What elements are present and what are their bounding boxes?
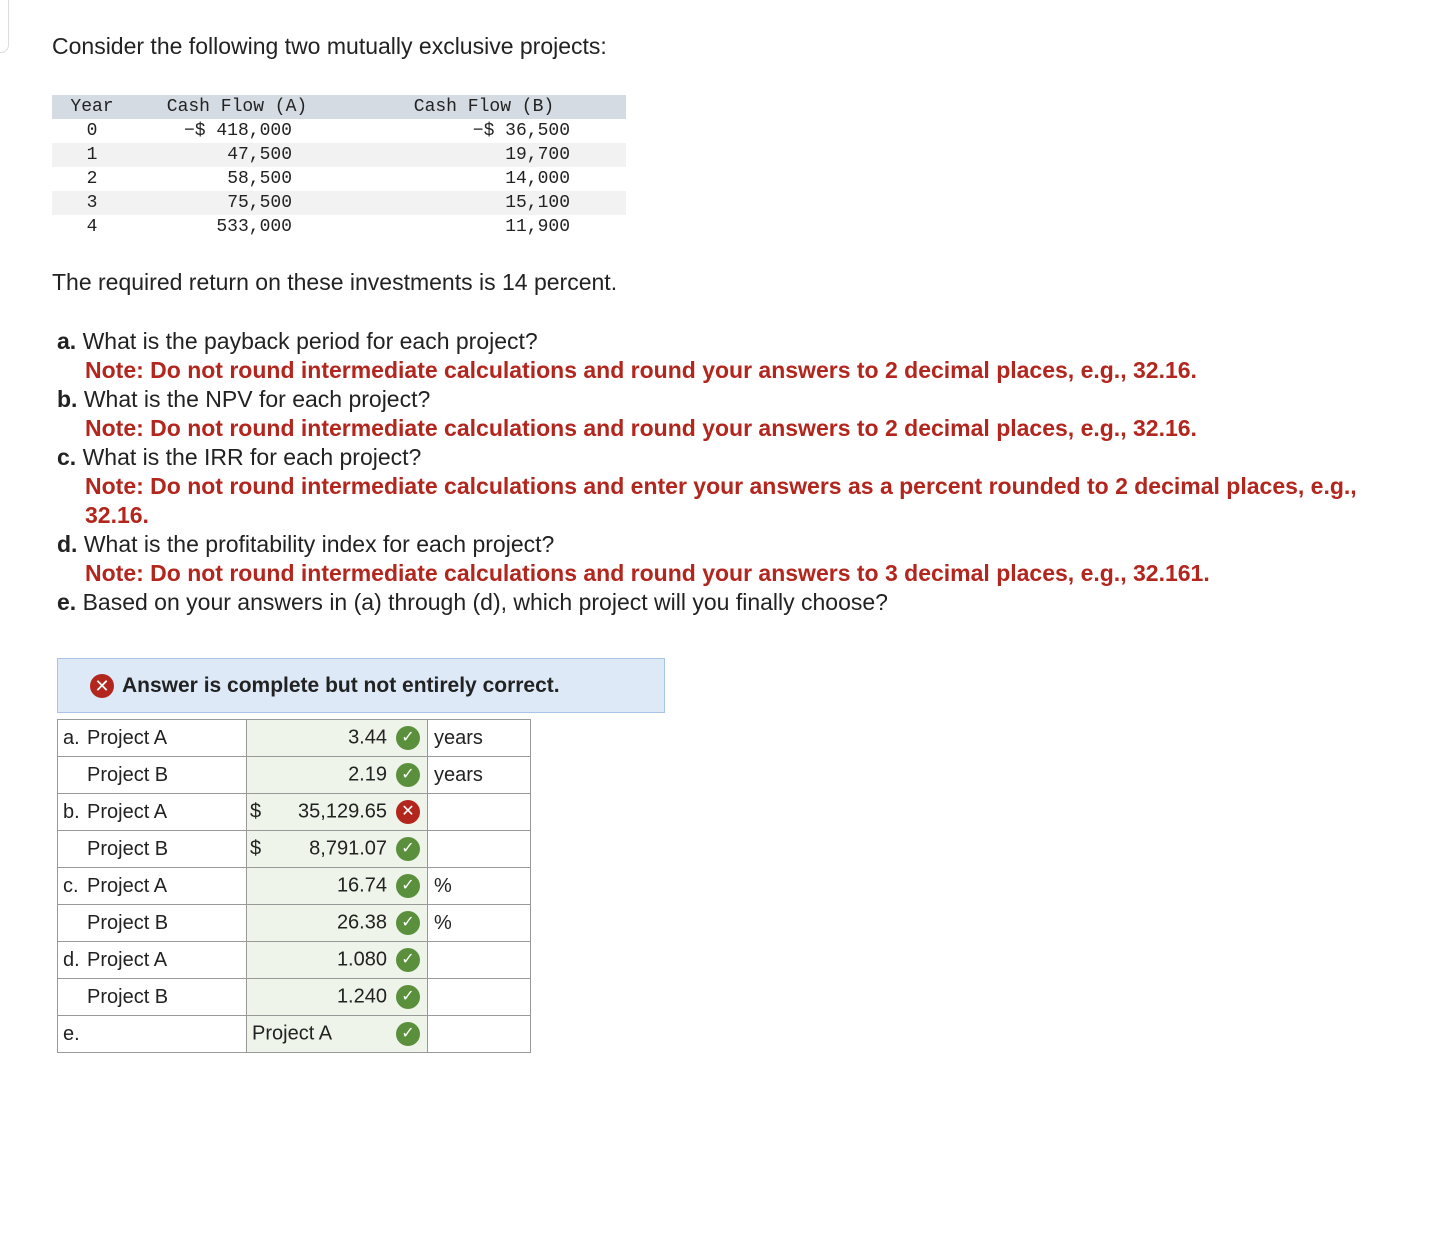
- answer-unit: years: [428, 757, 531, 794]
- question-note: Note: Do not round intermediate calculations and round your answers to 3 decimal places, e.g., 32.161.: [85, 560, 1210, 586]
- answer-label-cell: [58, 1016, 247, 1053]
- answer-table: [57, 719, 531, 1053]
- question-letter: d.: [57, 531, 78, 557]
- question-text: Based on your answers in (a) through (d), which project will you finally choose?: [76, 589, 888, 615]
- check-circle-icon: ✓: [396, 837, 420, 861]
- x-circle-icon: ✕: [396, 800, 420, 824]
- answer-input-cell[interactable]: [247, 1016, 428, 1053]
- cash-flow-row: [52, 167, 626, 191]
- answer-row: [58, 905, 531, 942]
- year-cell: 4: [86, 217, 98, 237]
- cash-flow-row: [52, 143, 626, 167]
- cash-flow-a-cell: 75,500: [227, 193, 292, 213]
- question-item: [57, 327, 1387, 356]
- question-letter: c.: [57, 444, 77, 470]
- answer-row: [58, 942, 531, 979]
- answer-row: [58, 979, 531, 1016]
- answer-value[interactable]: 1.080: [336, 948, 387, 971]
- check-circle-icon: ✓: [396, 726, 420, 750]
- check-circle-icon: ✓: [396, 985, 420, 1009]
- intro-text: Consider the following two mutually exclusive projects:: [52, 33, 607, 59]
- answer-label-cell: [58, 757, 247, 794]
- cash-flow-a-cell: 533,000: [216, 217, 292, 237]
- answer-unit: [428, 1016, 531, 1053]
- answer-unit: [428, 979, 531, 1016]
- col-cash-flow-a-header: Cash Flow (A): [166, 97, 308, 117]
- check-circle-icon: ✓: [396, 874, 420, 898]
- question-text: What is the NPV for each project?: [77, 386, 431, 412]
- answer-unit: %: [428, 868, 531, 905]
- answer-label-cell: [58, 868, 247, 905]
- question-text: What is the payback period for each project?: [76, 328, 538, 354]
- answer-unit: %: [428, 905, 531, 942]
- answer-input-cell[interactable]: [247, 831, 428, 868]
- answer-label-cell: [58, 979, 247, 1016]
- answer-row: [58, 868, 531, 905]
- cash-flow-a-cell: −$ 418,000: [183, 121, 292, 141]
- answer-label-cell: [58, 942, 247, 979]
- cash-flow-a-cell: 47,500: [227, 145, 292, 165]
- check-circle-icon: ✓: [396, 948, 420, 972]
- answer-part-letter: d.: [63, 948, 80, 971]
- cash-flow-row: [52, 119, 626, 143]
- answer-value[interactable]: 8,791.07: [309, 837, 387, 860]
- answer-label: Project B: [87, 911, 169, 934]
- cash-flow-b-cell: 19,700: [505, 145, 570, 165]
- required-return-text: The required return on these investments is 14 percent.: [52, 269, 618, 295]
- answer-input-cell[interactable]: [247, 720, 428, 757]
- year-cell: 0: [86, 121, 98, 141]
- answer-unit: [428, 942, 531, 979]
- answer-value[interactable]: 1.240: [336, 985, 387, 1008]
- questions-list: [57, 327, 1387, 617]
- answer-label: Project A: [87, 800, 168, 823]
- answer-value[interactable]: 26.38: [336, 911, 387, 934]
- question-item: [57, 588, 1387, 617]
- answer-row: [58, 831, 531, 868]
- year-cell: 2: [86, 169, 98, 189]
- answer-part-letter: b.: [63, 800, 80, 823]
- answer-label: Project B: [87, 985, 169, 1008]
- answer-unit: [428, 794, 531, 831]
- question-note: Note: Do not round intermediate calculations and enter your answers as a percent rounded to 2 decimal places, e.g., 32.16.: [85, 473, 1357, 528]
- cash-flow-a-cell: 58,500: [227, 169, 292, 189]
- col-year-header: Year: [70, 97, 114, 117]
- dollar-sign: $: [250, 837, 262, 860]
- cash-flow-b-cell: 15,100: [505, 193, 570, 213]
- question-item: [57, 385, 1387, 414]
- cash-flow-b-cell: 11,900: [505, 217, 570, 237]
- question-text: What is the IRR for each project?: [76, 444, 422, 470]
- answer-label: Project B: [87, 763, 169, 786]
- cash-flow-table: [52, 95, 626, 239]
- answer-input-cell[interactable]: [247, 757, 428, 794]
- question-letter: b.: [57, 386, 78, 412]
- answer-unit: [428, 831, 531, 868]
- answer-value[interactable]: 35,129.65: [298, 800, 387, 823]
- answer-row: [58, 1016, 531, 1053]
- answer-label: Project A: [87, 726, 168, 749]
- answer-row: [58, 720, 531, 757]
- answer-value[interactable]: 3.44: [348, 726, 387, 749]
- answer-label: Project A: [87, 948, 168, 971]
- answer-value[interactable]: 2.19: [348, 763, 387, 786]
- answer-input-cell[interactable]: [247, 794, 428, 831]
- question-item: [57, 443, 1387, 472]
- dollar-sign: $: [250, 800, 262, 823]
- question-note: Note: Do not round intermediate calculations and round your answers to 2 decimal places, e.g., 32.16.: [85, 415, 1197, 441]
- answer-input-cell[interactable]: [247, 905, 428, 942]
- answer-label-cell: [58, 720, 247, 757]
- answer-unit: years: [428, 720, 531, 757]
- answer-label-cell: [58, 794, 247, 831]
- question-letter: e.: [57, 589, 77, 615]
- answer-label-cell: [58, 831, 247, 868]
- answer-value[interactable]: 16.74: [336, 874, 387, 897]
- x-circle-icon: ✕: [90, 674, 114, 698]
- check-circle-icon: ✓: [396, 1022, 420, 1046]
- answer-input-cell[interactable]: [247, 868, 428, 905]
- answer-row: [58, 794, 531, 831]
- question-note: Note: Do not round intermediate calculations and round your answers to 2 decimal places, e.g., 32.16.: [85, 357, 1197, 383]
- answer-status-text: Answer is complete but not entirely correct.: [122, 673, 560, 697]
- answer-label: Project B: [87, 837, 169, 860]
- year-cell: 1: [86, 145, 98, 165]
- cash-flow-header-row: [52, 95, 626, 119]
- answer-row: [58, 757, 531, 794]
- question-letter: a.: [57, 328, 77, 354]
- answer-label: Project A: [87, 874, 168, 897]
- cash-flow-b-cell: −$ 36,500: [472, 121, 570, 141]
- question-text: What is the profitability index for each project?: [77, 531, 555, 557]
- answer-part-letter: a.: [63, 726, 80, 749]
- answer-part-letter: e.: [63, 1022, 80, 1045]
- answer-label-cell: [58, 905, 247, 942]
- page-corner: [0, 0, 9, 53]
- cash-flow-b-cell: 14,000: [505, 169, 570, 189]
- year-cell: 3: [86, 193, 98, 213]
- answer-input-cell[interactable]: [247, 942, 428, 979]
- answer-status-banner: [57, 658, 665, 713]
- answer-input-cell[interactable]: [247, 979, 428, 1016]
- col-cash-flow-b-header: Cash Flow (B): [413, 97, 555, 117]
- cash-flow-row: [52, 191, 626, 215]
- check-circle-icon: ✓: [396, 763, 420, 787]
- question-item: [57, 530, 1387, 559]
- cash-flow-row: [52, 215, 626, 239]
- answer-choice-select[interactable]: Project A: [252, 1022, 333, 1045]
- answer-part-letter: c.: [63, 874, 79, 897]
- check-circle-icon: ✓: [396, 911, 420, 935]
